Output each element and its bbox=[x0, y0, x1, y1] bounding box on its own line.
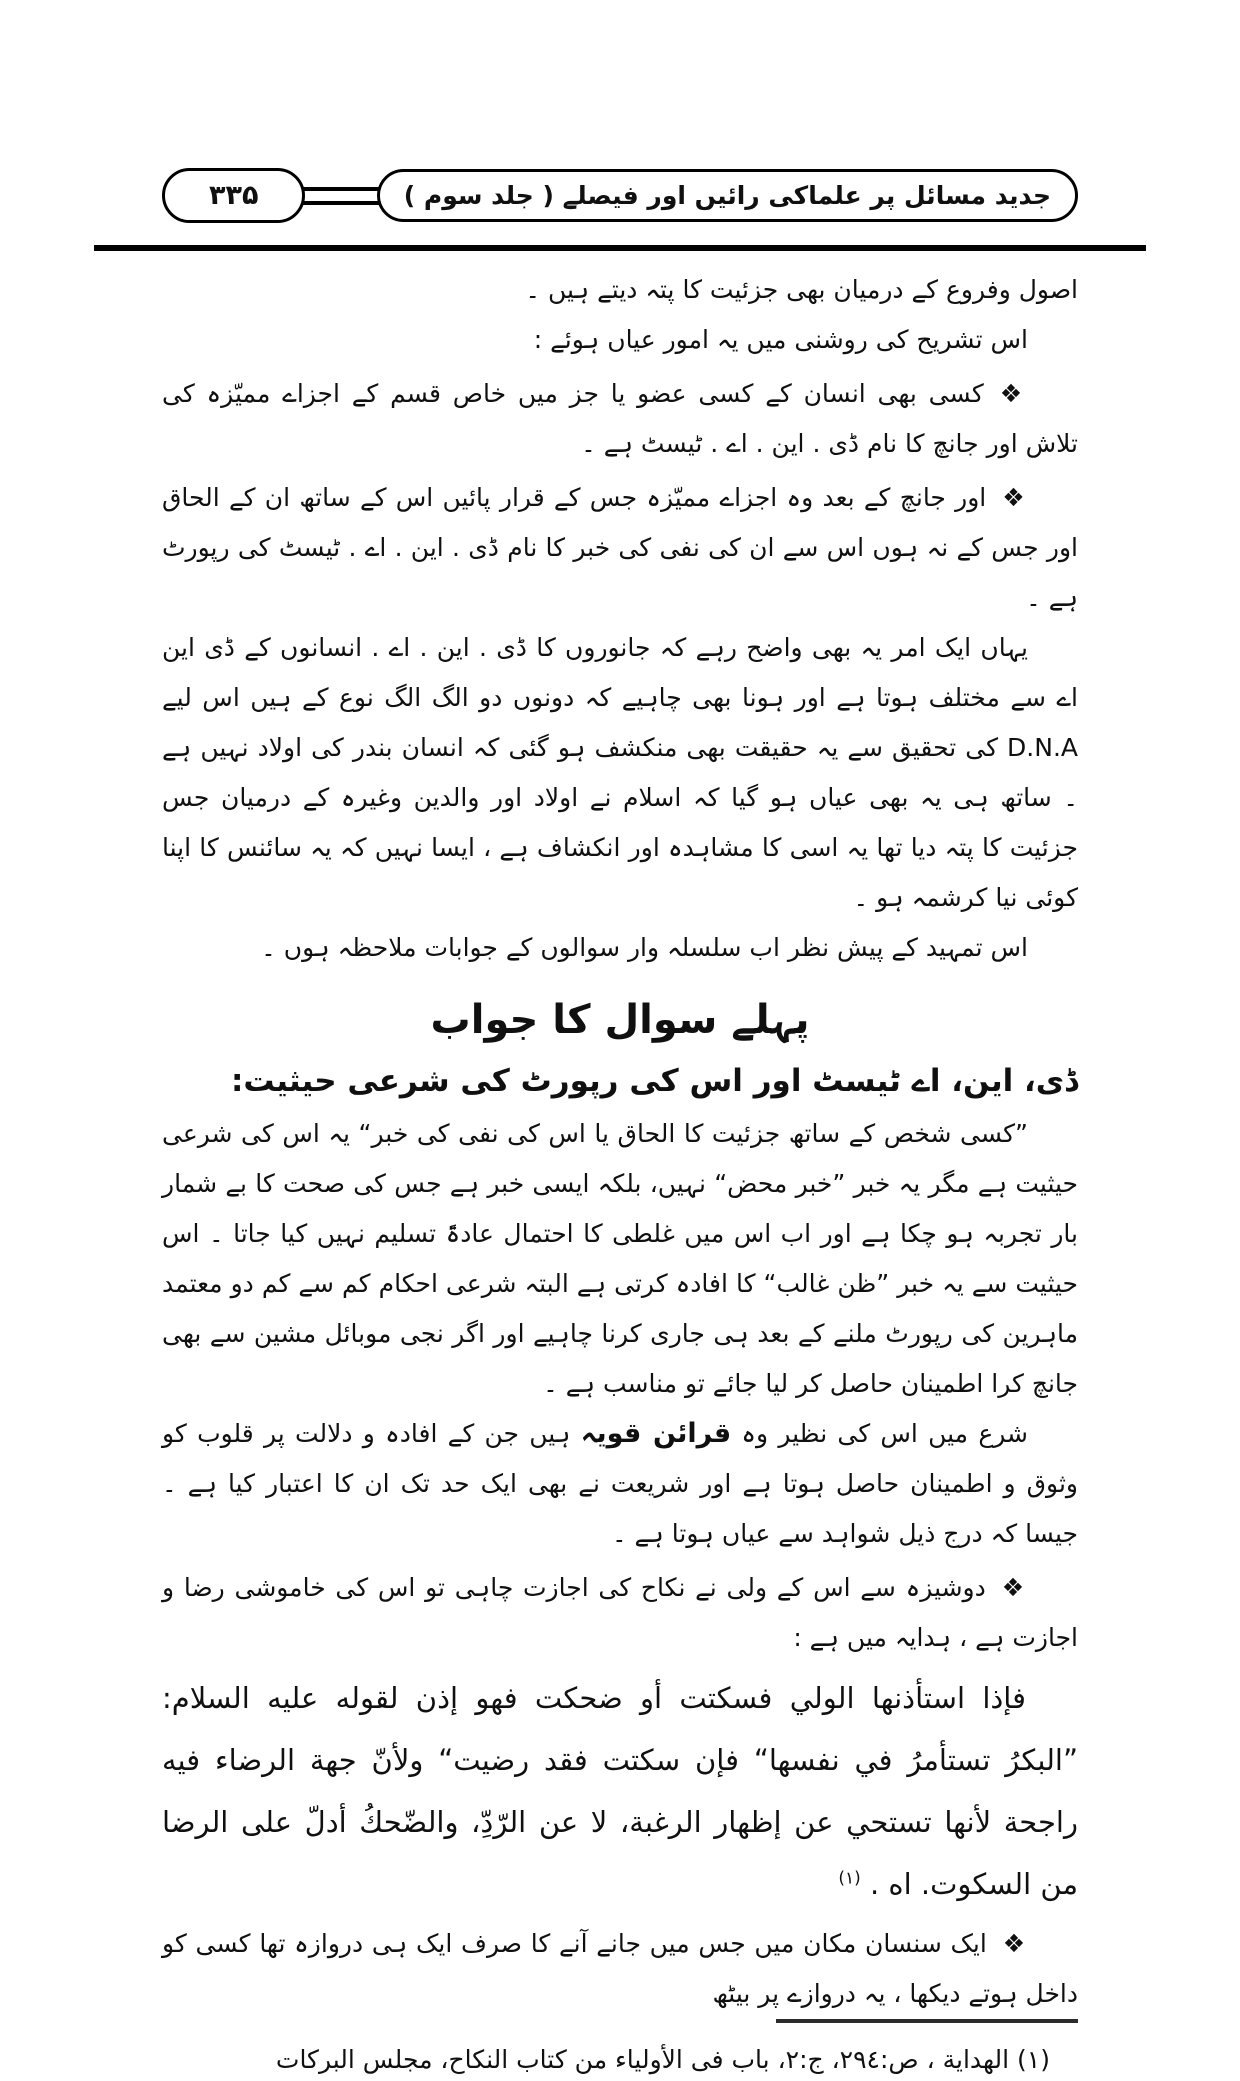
paragraph-dna-explanation: یہاں ایک امر یہ بھی واضح رہے کہ جانوروں کا ڈی . این . اے . انسانوں کے ڈی این اے سے مختلف ہوتا ہے اور ہونا بھی چاہیے کہ دونوں دو الگ الگ نوع کے ہیں اس لیے D.N.A کی تحقیق سے یہ حقیقت بھی منکشف ہو گئی کہ انسان بندر کی اولاد نہیں ہے ۔ ساتھ ہی یہ بھی عیاں ہو گیا کہ اسلام نے اولاد اور والدین وغیرہ کے درمیان جس جزئیت کا پتہ دیا تھا یہ اسی کا مشاہدہ اور انکشاف ہے ، ایسا نہیں کہ یہ سائنس کا اپنا کوئی نیا کرشمہ ہو ۔ bbox=[162, 633, 1078, 912]
footnote-text: (١) الهداية ، ص:٢٩٤، ج:٢، باب فى الأولياء من كتاب النكاح، مجلس البركات bbox=[275, 2045, 1050, 2074]
section-heading: پہلے سوال کا جواب bbox=[430, 997, 810, 1043]
page-number: ۳۳۵ bbox=[209, 180, 259, 211]
footnote-area bbox=[162, 2019, 1078, 2081]
diamond-bullet-icon: ❖ bbox=[1001, 1573, 1026, 1602]
bullet-item-text: اور جانچ کے بعد وہ اجزاے ممیّزہ جس کے قرار پائیں اس کے ساتھ ان کے الحاق اور جس کے نہ ہوں اس سے ان کی نفی کی خبر کا نام ڈی . این . اے . ٹیسٹ کی رپورٹ ہے ۔ bbox=[162, 483, 1078, 612]
page-number-badge bbox=[162, 168, 305, 223]
bullet-item-text: کسی بھی انسان کے کسی عضو یا جز میں خاص قسم کے اجزاے ممیّزہ کی تلاش اور جانچ کا نام ڈی . این . اے . ٹیسٹ ہے ۔ bbox=[162, 379, 1078, 458]
page-body bbox=[162, 265, 1078, 2019]
footnote-separator-rule bbox=[776, 2019, 1078, 2023]
paragraph-continuation: اصول وفروع کے درمیان بھی جزئیت کا پتہ دیتے ہیں ۔ bbox=[525, 275, 1078, 304]
page-header bbox=[162, 168, 1078, 223]
section-subheading: ڈی، این، اے ٹیسٹ اور اس کی رپورٹ کی شرعی حیثیت: bbox=[231, 1063, 1078, 1099]
paragraph-qaraain-after: ہیں جن کے افادہ و دلالت پر قلوب کو وثوق و اطمینان حاصل ہوتا ہے اور شریعت نے بھی ایک حد تک ان کا اعتبار کیا ہے ۔ جیسا کہ درج ذیل شواہد سے عیاں ہوتا ہے ۔ bbox=[162, 1419, 1078, 1548]
diamond-bullet-icon: ❖ bbox=[1002, 483, 1027, 512]
diamond-bullet-icon: ❖ bbox=[999, 379, 1026, 408]
bullet-item-dna-test bbox=[162, 369, 1078, 469]
bullet-item-house-entry bbox=[162, 1919, 1078, 2019]
paragraph-qaraain bbox=[162, 1409, 1078, 1559]
bullet-item-text: ایک سنسان مکان میں جس میں جانے آنے کا صرف ایک ہی دروازہ تھا کسی کو داخل ہوتے دیکھا ، یہ دروازے پر بیٹھ bbox=[162, 1929, 1078, 2008]
paragraph-preface-note: اس تمہید کے پیش نظر اب سلسلہ وار سوالوں کے جوابات ملاحظہ ہوں ۔ bbox=[261, 933, 1028, 962]
paragraph-intro: اس تشریح کی روشنی میں یہ امور عیاں ہوئے : bbox=[533, 325, 1028, 354]
arabic-quote-hidaya bbox=[162, 1667, 1078, 1915]
book-title-cartouche bbox=[377, 169, 1078, 222]
bullet-item-dna-report bbox=[162, 473, 1078, 623]
arabic-quote-text: فإذا استأذنها الولي فسكتت أو ضحكت فهو إذن لقوله عليه السلام: ”البكرُ تستأمرُ في نفسها“ فإن سكتت فقد رضيت“ ولأنّ جهة الرضاء فيه راجحة لأنها تستحي عن إظهار الرغبة، لا عن الرّدِّ، والضّحكُ أدلّ على الرضا من السكوت. اه . bbox=[162, 1681, 1078, 1901]
bullet-item-nikah-consent bbox=[162, 1563, 1078, 1663]
footnote-marker: (١) bbox=[838, 1868, 861, 1889]
header-connector-line bbox=[299, 187, 382, 205]
paragraph-qaraain-bold: قرائن قویہ bbox=[580, 1418, 732, 1449]
paragraph-shari-ruling: ”کسی شخص کے ساتھ جزئیت کا الحاق یا اس کی نفی کی خبر“ یہ اس کی شرعی حیثیت ہے مگر یہ خبر ”خبر محض“ نہیں، بلکہ ایسی خبر ہے جس کی صحت کا بے شمار بار تجربہ ہو چکا ہے اور اب اس میں غلطی کا احتمال عادۃً تسلیم نہیں کیا جاتا ۔ اس حیثیت سے یہ خبر ”ظن غالب“ کا افادہ کرتی ہے البتہ شرعی احکام کم سے کم دو معتمد ماہرین کی رپورٹ ملنے کے بعد ہی جاری کرنا چاہیے اور اگر نجی موبائل مشین سے بھی جانچ کرا اطمینان حاصل کر لیا جائے تو مناسب ہے ۔ bbox=[162, 1119, 1078, 1398]
diamond-bullet-icon: ❖ bbox=[1002, 1929, 1026, 1958]
bullet-item-text: دوشیزہ سے اس کے ولی نے نکاح کی اجازت چاہی تو اس کی خاموشی رضا و اجازت ہے ، ہدایہ میں ہے : bbox=[162, 1573, 1078, 1652]
top-double-rule bbox=[94, 245, 1146, 251]
book-title: جدید مسائل پر علماکی رائیں اور فیصلے ( جلد سوم ) bbox=[403, 181, 1051, 210]
paragraph-qaraain-before: شرع میں اس کی نظیر وہ bbox=[731, 1419, 1028, 1448]
